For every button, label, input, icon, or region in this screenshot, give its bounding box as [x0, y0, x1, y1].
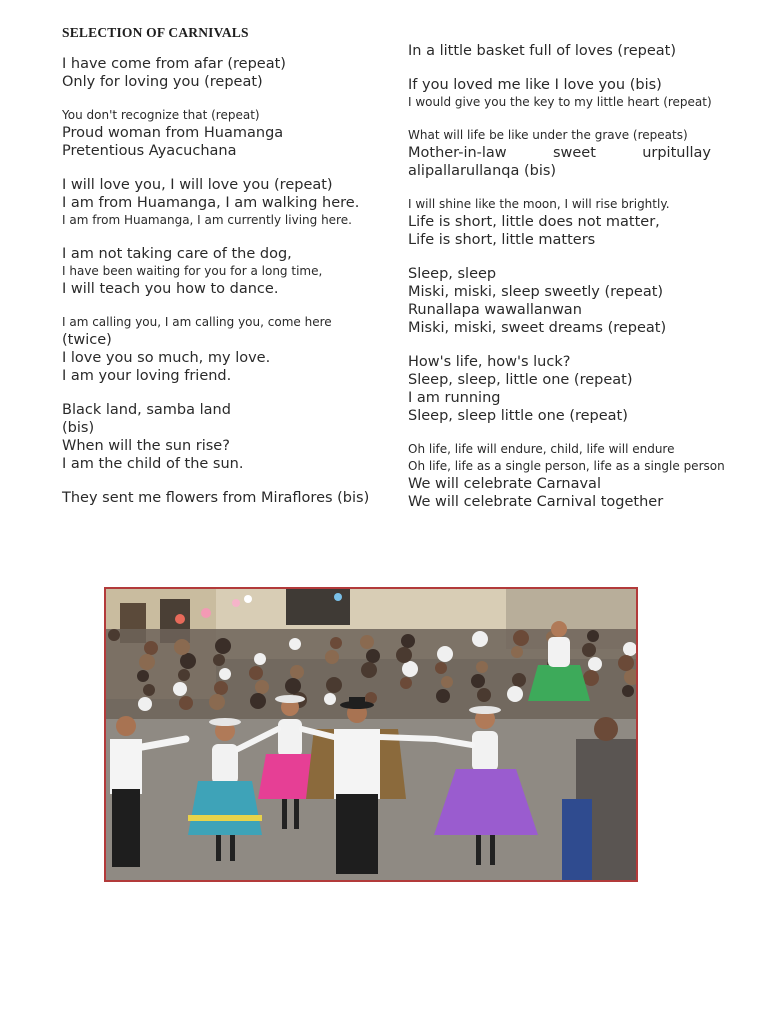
- lyric-line: Mother-in-law sweet urpitullay alipallarullanqa (bis): [408, 145, 711, 179]
- crowd-head: [139, 654, 155, 670]
- crowd-head: [366, 649, 380, 663]
- crowd-head: [513, 630, 529, 646]
- lyric-line: I am running: [408, 390, 501, 406]
- stanza: [62, 55, 388, 91]
- right-stanzas: [408, 42, 725, 511]
- crowd-head: [254, 653, 266, 665]
- stanza: [408, 196, 711, 249]
- crowd-head: [618, 655, 634, 671]
- lyric-line: Sleep, sleep, little one (repeat): [408, 372, 633, 388]
- lyric-line: I will love you, I will love you (repeat): [62, 177, 333, 193]
- crowd-head: [144, 641, 158, 655]
- lyric-line: I have come from afar (repeat): [62, 56, 286, 72]
- stanza: [62, 107, 388, 160]
- stanza: [408, 353, 711, 425]
- stanza: [62, 245, 388, 298]
- lyric-line: Oh life, life as a single person, life as a single person: [408, 459, 725, 473]
- crowd-head: [588, 657, 602, 671]
- crowd-head: [330, 637, 342, 649]
- crowd-head: [512, 673, 526, 687]
- crowd-head: [476, 661, 488, 673]
- crowd-head: [290, 665, 304, 679]
- lyric-line: Proud woman from Huamanga: [62, 125, 284, 141]
- left-stanzas: [62, 55, 388, 507]
- crowd-head: [324, 693, 336, 705]
- lyric-line: I will teach you how to dance.: [62, 281, 279, 297]
- crowd-head: [108, 629, 120, 641]
- crowd-head: [361, 662, 377, 678]
- crowd-head: [360, 635, 374, 649]
- crowd-head: [213, 654, 225, 666]
- stanza: [408, 42, 711, 60]
- crowd-head: [471, 674, 485, 688]
- crowd-head: [325, 650, 339, 664]
- crowd-head: [436, 689, 450, 703]
- crowd-head: [179, 696, 193, 710]
- crowd-head: [587, 630, 599, 642]
- lyric-line: I would give you the key to my little heart (repeat): [408, 95, 712, 109]
- crowd-head: [215, 638, 231, 654]
- crowd-head: [477, 688, 491, 702]
- crowd-head: [511, 646, 523, 658]
- lyric-line: They sent me flowers from Miraflores (bis): [62, 490, 370, 506]
- left-column: [62, 24, 388, 523]
- crowd-head: [289, 638, 301, 650]
- lyric-line: I love you so much, my love.: [62, 350, 271, 366]
- stanza: [408, 441, 725, 511]
- lyric-line: I am from Huamanga, I am walking here.: [62, 195, 360, 211]
- crowd-head: [174, 639, 190, 655]
- lyric-line: Life is short, little matters: [408, 232, 596, 248]
- lyric-line: I will shine like the moon, I will rise brightly.: [408, 197, 670, 211]
- crowd-head: [178, 669, 190, 681]
- crowd-head: [622, 685, 634, 697]
- crowd-head: [250, 693, 266, 709]
- lyric-line: Life is short, little does not matter,: [408, 214, 660, 230]
- photo-illustration: [106, 589, 636, 880]
- page-title: SELECTION OF CARNIVALS: [62, 25, 249, 40]
- crowd-head: [402, 661, 418, 677]
- stanza: [62, 314, 388, 385]
- crowd-head: [507, 686, 523, 702]
- stanza: [62, 489, 388, 507]
- crowd-head: [249, 666, 263, 680]
- crowd-head: [396, 647, 412, 663]
- crowd-head: [138, 697, 152, 711]
- crowd-head: [583, 670, 599, 686]
- lyric-line: How's life, how's luck?: [408, 354, 571, 370]
- lyric-line: Oh life, life will endure, child, life will endure: [408, 442, 675, 456]
- lyric-line: Miski, miski, sleep sweetly (repeat): [408, 284, 664, 300]
- right-column: [408, 24, 725, 527]
- lyric-line: When will the sun rise?: [62, 438, 230, 454]
- crowd-head: [441, 676, 453, 688]
- crowd-head: [173, 682, 187, 696]
- crowd-head: [472, 631, 488, 647]
- lyric-line: Pretentious Ayacuchana: [62, 143, 237, 159]
- crowd-head: [255, 680, 269, 694]
- lyric-line: I am not taking care of the dog,: [62, 246, 292, 262]
- lyric-line: (bis): [62, 420, 95, 436]
- crowd-head: [285, 678, 301, 694]
- lyric-line: In a little basket full of loves (repeat): [408, 43, 676, 59]
- lyric-line: I am the child of the sun.: [62, 456, 244, 472]
- stanza: [62, 401, 388, 473]
- crowd-head: [326, 677, 342, 693]
- crowd-head: [143, 684, 155, 696]
- stanza: [408, 265, 711, 337]
- crowd-head: [214, 681, 228, 695]
- crowd-head: [400, 677, 412, 689]
- lyric-line: I have been waiting for you for a long time,: [62, 264, 323, 278]
- lyric-line: We will celebrate Carnival together: [408, 494, 664, 510]
- stanza: [408, 76, 711, 111]
- stanza: [408, 127, 711, 180]
- lyric-line: I am your loving friend.: [62, 368, 232, 384]
- crowd-head: [137, 670, 149, 682]
- lyric-line: We will celebrate Carnaval: [408, 476, 601, 492]
- crowd-head: [437, 646, 453, 662]
- lyric-line: Sleep, sleep: [408, 266, 497, 282]
- carnival-dancers-photo: [104, 587, 638, 882]
- lyric-line: Black land, samba land: [62, 402, 231, 418]
- crowd-head: [209, 694, 225, 710]
- lyric-line: Only for loving you (repeat): [62, 74, 263, 90]
- lyric-line: You don't recognize that (repeat): [62, 108, 260, 122]
- lyric-line: If you loved me like I love you (bis): [408, 77, 662, 93]
- crowd-head: [180, 653, 196, 669]
- crowd-head: [435, 662, 447, 674]
- lyric-line: Sleep, sleep little one (repeat): [408, 408, 628, 424]
- lyric-line: Runallapa wawallanwan: [408, 302, 582, 318]
- lyric-line: I am calling you, I am calling you, come here: [62, 315, 332, 329]
- stanza: [62, 176, 388, 229]
- lyric-line: Miski, miski, sweet dreams (repeat): [408, 320, 667, 336]
- lyric-line: I am from Huamanga, I am currently living here.: [62, 213, 352, 227]
- crowd-head: [401, 634, 415, 648]
- crowd-head: [582, 643, 596, 657]
- crowd-head: [219, 668, 231, 680]
- lyric-line: (twice): [62, 332, 112, 348]
- lyric-line: What will life be like under the grave (repeats): [408, 128, 688, 142]
